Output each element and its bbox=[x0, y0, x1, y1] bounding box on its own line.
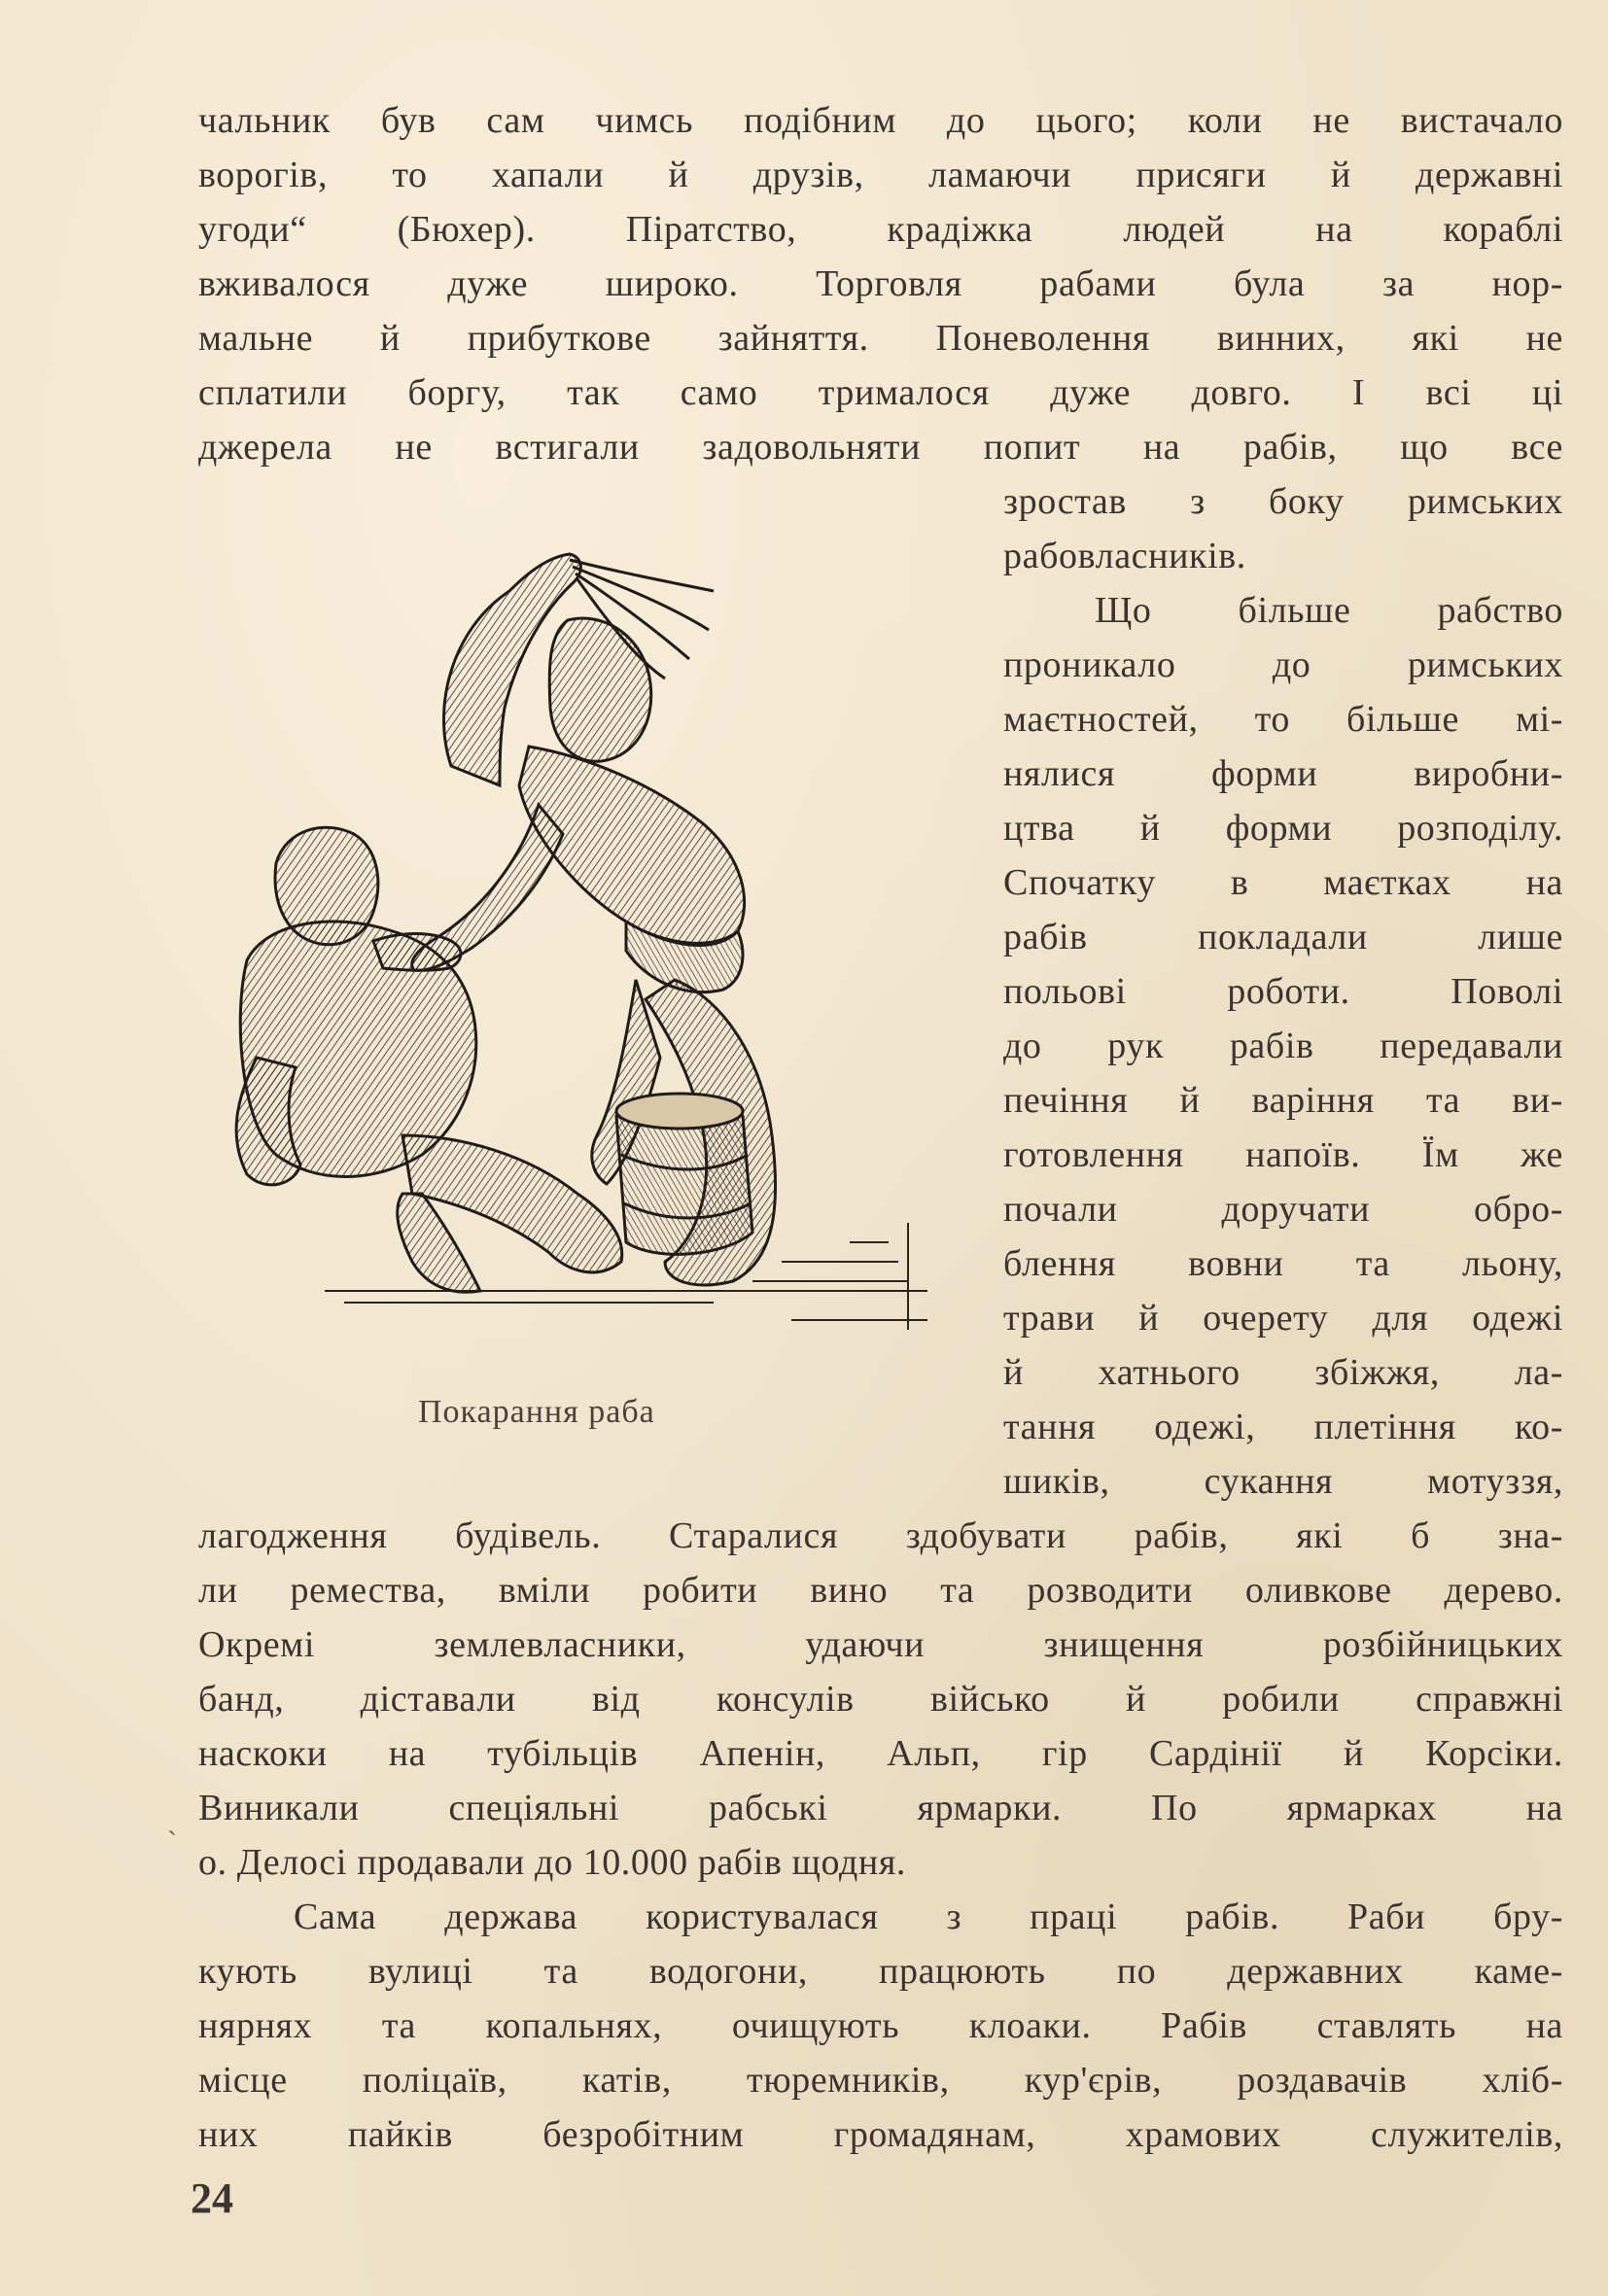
column-line: Спочатку в маєтках на bbox=[1003, 862, 1563, 903]
column-line: проникало до римських bbox=[1003, 644, 1563, 685]
text-line: угоди“ (Бюхер). Піратство, крадіжка людей на кораблі bbox=[198, 209, 1563, 250]
margin-mark: ` bbox=[167, 1826, 177, 1858]
column-line: рабів покладали лише bbox=[1003, 917, 1563, 957]
text-line: лагодження будівель. Старалися здобувати рабів, які б зна- bbox=[198, 1515, 1563, 1556]
column-line: до рук рабів передавали bbox=[1003, 1026, 1563, 1066]
text-line: місце поліцаїв, катів, тюремників, кур'єрів, роздавачів хліб- bbox=[198, 2060, 1563, 2101]
text-line: ли ремества, вміли робити вино та розводити оливкове дерево. bbox=[198, 1570, 1563, 1611]
text-line: Сама держава користувалася з праці рабів. Раби бру- bbox=[294, 1896, 1563, 1937]
column-line: зростав з боку римських bbox=[1003, 481, 1563, 522]
text-line: мальне й прибуткове зайняття. Поневолення винних, які не bbox=[198, 318, 1563, 359]
slave-punishment-illustration bbox=[208, 513, 947, 1388]
column-line: й хатнього збіжжя, ла- bbox=[1003, 1352, 1563, 1393]
column-line: польові роботи. Поволі bbox=[1003, 971, 1563, 1012]
text-line: Окремі землевласники, удаючи знищення розбійницьких bbox=[198, 1624, 1563, 1665]
column-line: нялися форми виробни- bbox=[1003, 753, 1563, 794]
column-line: тання одежі, плетіння ко- bbox=[1003, 1407, 1563, 1447]
text-line: кують вулиці та водогони, працюють по державних каме- bbox=[198, 1951, 1563, 1992]
column-line: трави й очерету для одежі bbox=[1003, 1298, 1563, 1339]
text-line: Виникали спеціяльні рабські ярмарки. По ярмарках на bbox=[198, 1788, 1563, 1828]
text-line: чальник був сам чимсь подібним до цього; коли не вистачало bbox=[198, 100, 1563, 141]
text-line: о. Делосі продавали до 10.000 рабів щодня. bbox=[198, 1842, 907, 1883]
text-line: вживалося дуже широко. Торговля рабами була за нор- bbox=[198, 263, 1563, 304]
text-line: нярнях та копальнях, очищують клоаки. Рабів ставлять на bbox=[198, 2005, 1563, 2046]
text-line: ворогів, то хапали й друзів, ламаючи присяги й державні bbox=[198, 155, 1563, 195]
illustration-caption: Покарання раба bbox=[418, 1394, 655, 1430]
column-line: Що більше рабство bbox=[1095, 590, 1563, 631]
text-line: сплатили боргу, так само трималося дуже довго. І всі ці bbox=[198, 372, 1563, 413]
column-line: блення вовни та льону, bbox=[1003, 1243, 1563, 1284]
column-line: рабовласників. bbox=[1003, 536, 1246, 576]
text-line: них пайків безробітним громадянам, храмових служителів, bbox=[198, 2114, 1563, 2155]
column-line: цтва й форми розподілу. bbox=[1003, 808, 1563, 849]
column-line: печіння й варіння та ви- bbox=[1003, 1080, 1563, 1121]
text-line: наскоки на тубільців Апенін, Альп, гір Сардінії й Корсіки. bbox=[198, 1733, 1563, 1774]
text-line: джерела не встигали задовольняти попит на рабів, що все bbox=[198, 427, 1563, 468]
page-number: 24 bbox=[191, 2174, 233, 2222]
column-line: готовлення напоїв. Їм же bbox=[1003, 1134, 1563, 1175]
text-line: банд, діставали від консулів військо й робили справжні bbox=[198, 1679, 1563, 1720]
column-line: шиків, сукання мотуззя, bbox=[1003, 1461, 1563, 1502]
column-line: маєтностей, то більше мі- bbox=[1003, 699, 1563, 740]
column-line: почали доручати обро- bbox=[1003, 1189, 1563, 1230]
